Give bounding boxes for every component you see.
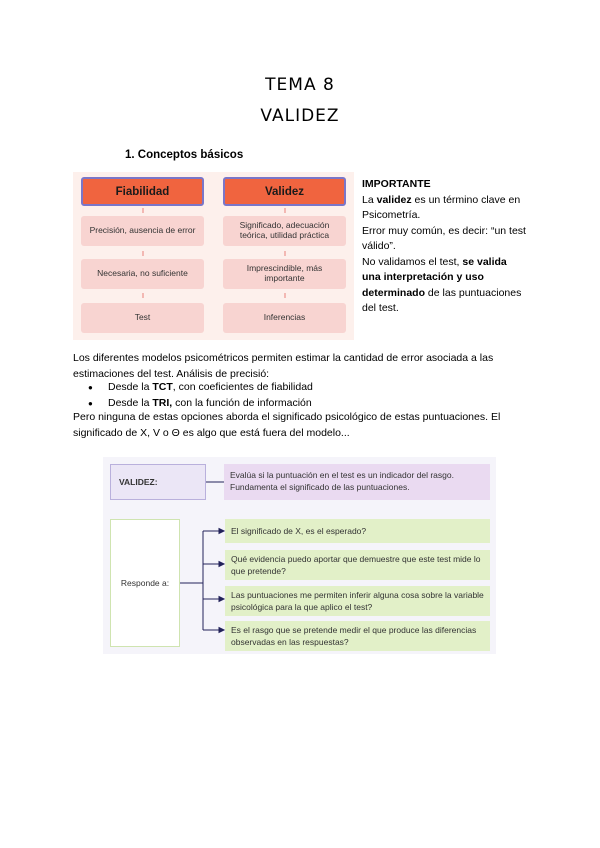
note-line: La validez es un término clave en Psicometría. bbox=[362, 193, 521, 221]
responde-label: Responde a: bbox=[110, 519, 180, 647]
paragraph: Pero ninguna de estas opciones aborda el significado psicológico de estas puntuaciones. El significado de X, V o Θ es algo que está fuera del modelo... bbox=[73, 411, 501, 439]
list-item: ● Desde la TCT, con coeficientes de fiabilidad bbox=[88, 380, 313, 396]
validez-label: VALIDEZ: bbox=[110, 464, 206, 500]
validez-header: Validez bbox=[223, 177, 346, 206]
validez-item: Imprescindible, más importante bbox=[223, 259, 346, 289]
answer-item: El significado de X, es el esperado? bbox=[225, 519, 490, 543]
fiabilidad-item: Test bbox=[81, 303, 204, 333]
important-note bbox=[362, 177, 527, 317]
branch-arrows bbox=[203, 529, 224, 633]
fiabilidad-header: Fiabilidad bbox=[81, 177, 204, 206]
fiabilidad-item: Necesaria, no suficiente bbox=[81, 259, 204, 289]
comparison-panel bbox=[73, 172, 354, 340]
connector bbox=[284, 208, 286, 213]
connector bbox=[284, 251, 286, 256]
page-title: TEMA 8 bbox=[265, 75, 335, 95]
validez-definition: Evalúa si la puntuación en el test es un indicador del rasgo. Fundamenta el significado de las puntuaciones. bbox=[224, 464, 490, 500]
validez-item: Significado, adecuación teórica, utilidad práctica bbox=[223, 216, 346, 246]
validity-diagram bbox=[103, 457, 496, 654]
list-item: ● Desde la TRI, con la función de información bbox=[88, 396, 313, 412]
section-heading: 1. Conceptos básicos bbox=[125, 149, 244, 161]
connector bbox=[142, 251, 144, 256]
connector bbox=[142, 208, 144, 213]
note-line: No validamos el test, se valida una interpretación y uso determinado de las puntuaciones del test. bbox=[362, 255, 522, 314]
answer-item: Las puntuaciones me permiten inferir alguna cosa sobre la variable psicológica para la que aplico el test? bbox=[225, 586, 490, 616]
note-title: IMPORTANTE bbox=[362, 178, 431, 190]
note-line: Error muy común, es decir: “un test válido”. bbox=[362, 224, 526, 252]
connector bbox=[284, 293, 286, 298]
connector bbox=[142, 293, 144, 298]
bullet-list bbox=[88, 380, 313, 411]
paragraph: Los diferentes modelos psicométricos permiten estimar la cantidad de error asociada a las estimaciones del test. Análisis de precisió: bbox=[73, 352, 494, 380]
validez-item: Inferencias bbox=[223, 303, 346, 333]
answer-item: Qué evidencia puedo aportar que demuestre que este test mide lo que pretende? bbox=[225, 550, 490, 580]
page-subtitle: VALIDEZ bbox=[260, 106, 340, 126]
fiabilidad-item: Precisión, ausencia de error bbox=[81, 216, 204, 246]
answer-item: Es el rasgo que se pretende medir el que produce las diferencias observadas en las respuestas? bbox=[225, 621, 490, 651]
